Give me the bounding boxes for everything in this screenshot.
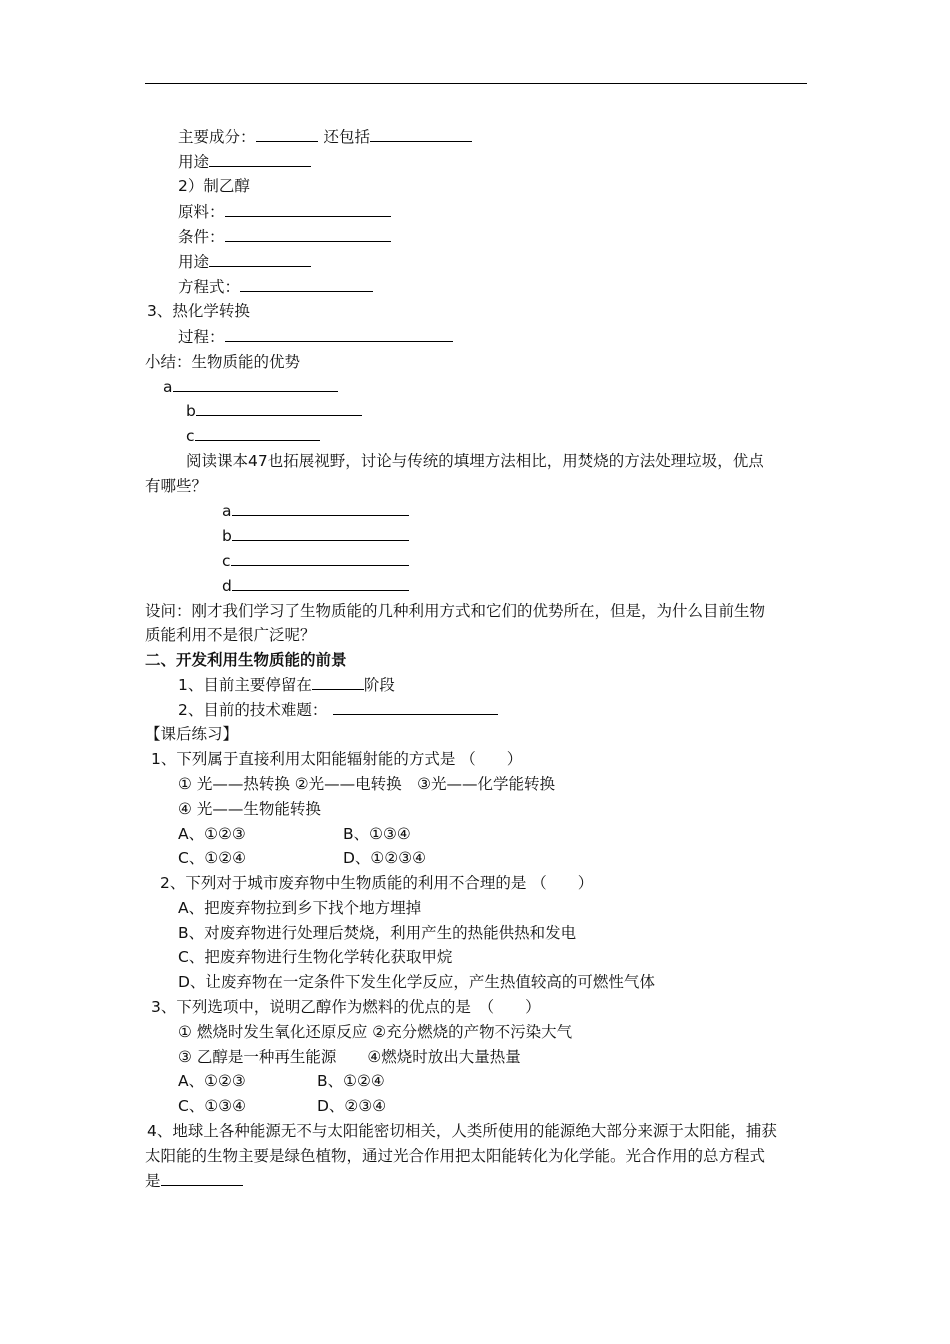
item-letter: a xyxy=(222,502,232,520)
summary-a-blank[interactable] xyxy=(173,377,338,392)
summary-c-blank[interactable] xyxy=(195,426,320,441)
reading-c-blank[interactable] xyxy=(231,551,409,566)
item1-suffix: 阶段 xyxy=(363,676,395,694)
also-includes-label: 还包括 xyxy=(323,128,371,146)
summary-b-blank[interactable] xyxy=(196,401,362,416)
reading-d-blank[interactable] xyxy=(232,576,409,591)
condition-line xyxy=(178,226,391,248)
use-blank[interactable] xyxy=(209,252,311,267)
header-rule xyxy=(145,83,807,84)
use-label: 用途 xyxy=(178,253,210,271)
q3-choice-c[interactable]: C、①③④ xyxy=(178,1097,247,1115)
q2-choice-a[interactable]: A、把废弃物拉到乡下找个地方埋掉 xyxy=(178,899,422,917)
q3-stem: 3、下列选项中，说明乙醇作为燃料的优点的是 （ ） xyxy=(151,998,541,1016)
q1-options-1: ① 光——热转换 ②光——电转换 ③光——化学能转换 xyxy=(178,775,556,793)
raw-material-blank[interactable] xyxy=(225,202,391,217)
question-line-1: 设问：刚才我们学习了生物质能的几种利用方式和它们的优势所在，但是，为什么目前生物 xyxy=(145,602,766,620)
q2-choice-d[interactable]: D、让废弃物在一定条件下发生化学反应，产生热值较高的可燃性气体 xyxy=(178,973,655,991)
section2-item2 xyxy=(178,699,498,721)
q1-choice-a[interactable]: A、①②③ xyxy=(178,825,246,843)
also-includes-blank[interactable] xyxy=(370,127,472,142)
process-line xyxy=(178,326,453,348)
q3-options-1: ① 燃烧时发生氧化还原反应 ②充分燃烧的产物不污染大气 xyxy=(178,1023,573,1041)
reading-d-line xyxy=(222,575,409,597)
q4-line-3-text: 是 xyxy=(145,1172,161,1190)
reading-a-line xyxy=(222,500,409,522)
reading-c-line xyxy=(222,550,409,572)
process-blank[interactable] xyxy=(225,327,453,342)
main-components-label: 主要成分： xyxy=(178,128,256,146)
section2-heading: 二、开发利用生物质能的前景 xyxy=(145,651,347,669)
main-components-line xyxy=(178,126,472,148)
summary-a-line xyxy=(163,376,338,398)
item-letter: d xyxy=(222,577,232,595)
reading-line-2: 有哪些？ xyxy=(145,477,208,495)
main-components-blank[interactable] xyxy=(256,127,318,142)
q2-choice-b[interactable]: B、对废弃物进行处理后焚烧，利用产生的热能供热和发电 xyxy=(178,924,577,942)
q3-options-2: ③ 乙醇是一种再生能源 ④燃烧时放出大量热量 xyxy=(178,1048,521,1066)
reading-b-blank[interactable] xyxy=(232,526,409,541)
reading-b-line xyxy=(222,525,409,547)
exercises-heading: 【课后练习】 xyxy=(145,725,239,743)
difficulty-blank[interactable] xyxy=(333,700,498,715)
q3-choice-b[interactable]: B、①②④ xyxy=(317,1072,385,1090)
item-letter: a xyxy=(163,378,173,396)
raw-material-line xyxy=(178,201,391,223)
condition-label: 条件： xyxy=(178,228,225,246)
item1-prefix: 1、目前主要停留在 xyxy=(178,676,312,694)
question-line-2: 质能利用不是很广泛呢？ xyxy=(145,626,316,644)
equation-blank[interactable] xyxy=(240,277,373,292)
item-letter: b xyxy=(222,527,232,545)
q4-line-1: 4、地球上各种能源无不与太阳能密切相关，人类所使用的能源绝大部分来源于太阳能，捕获 xyxy=(147,1122,777,1140)
item-letter: b xyxy=(186,402,196,420)
ethanol-heading: 2）制乙醇 xyxy=(178,177,250,195)
photosynthesis-equation-blank[interactable] xyxy=(161,1171,243,1186)
q4-line-2: 太阳能的生物主要是绿色植物，通过光合作用把太阳能转化为化学能。光合作用的总方程式 xyxy=(145,1147,766,1165)
use-line-2 xyxy=(178,251,311,273)
summary-c-line xyxy=(186,425,320,447)
item-letter: c xyxy=(222,552,231,570)
summary-b-line xyxy=(186,400,362,422)
equation-line xyxy=(178,276,373,298)
summary-title: 小结：生物质能的优势 xyxy=(145,353,301,371)
q3-choice-a[interactable]: A、①②③ xyxy=(178,1072,246,1090)
use-line-1 xyxy=(178,151,311,173)
item-letter: c xyxy=(186,427,195,445)
reading-line-1: 阅读课本47也拓展视野，讨论与传统的填埋方法相比，用焚烧的方法处理垃圾，优点 xyxy=(186,452,764,470)
use-label: 用途 xyxy=(178,153,210,171)
q1-choice-b[interactable]: B、①③④ xyxy=(343,825,411,843)
q4-line-3 xyxy=(145,1170,243,1192)
q2-stem: 2、下列对于城市废弃物中生物质能的利用不合理的是 （ ） xyxy=(160,874,594,892)
section2-item1 xyxy=(178,674,395,696)
q1-choice-d[interactable]: D、①②③④ xyxy=(343,849,427,867)
q1-choice-c[interactable]: C、①②④ xyxy=(178,849,247,867)
q2-choice-c[interactable]: C、把废弃物进行生物化学转化获取甲烷 xyxy=(178,948,453,966)
thermochem-heading: 3、热化学转换 xyxy=(147,302,250,320)
equation-label: 方程式： xyxy=(178,278,241,296)
use-blank[interactable] xyxy=(209,152,311,167)
condition-blank[interactable] xyxy=(225,227,391,242)
process-label: 过程： xyxy=(178,328,225,346)
raw-material-label: 原料： xyxy=(178,203,225,221)
q3-choice-d[interactable]: D、②③④ xyxy=(317,1097,387,1115)
q1-stem: 1、下列属于直接利用太阳能辐射能的方式是 （ ） xyxy=(151,750,523,768)
item2-label: 2、目前的技术难题： xyxy=(178,701,328,719)
reading-a-blank[interactable] xyxy=(232,501,409,516)
stage-blank[interactable] xyxy=(312,675,364,690)
q1-options-2: ④ 光——生物能转换 xyxy=(178,800,321,818)
